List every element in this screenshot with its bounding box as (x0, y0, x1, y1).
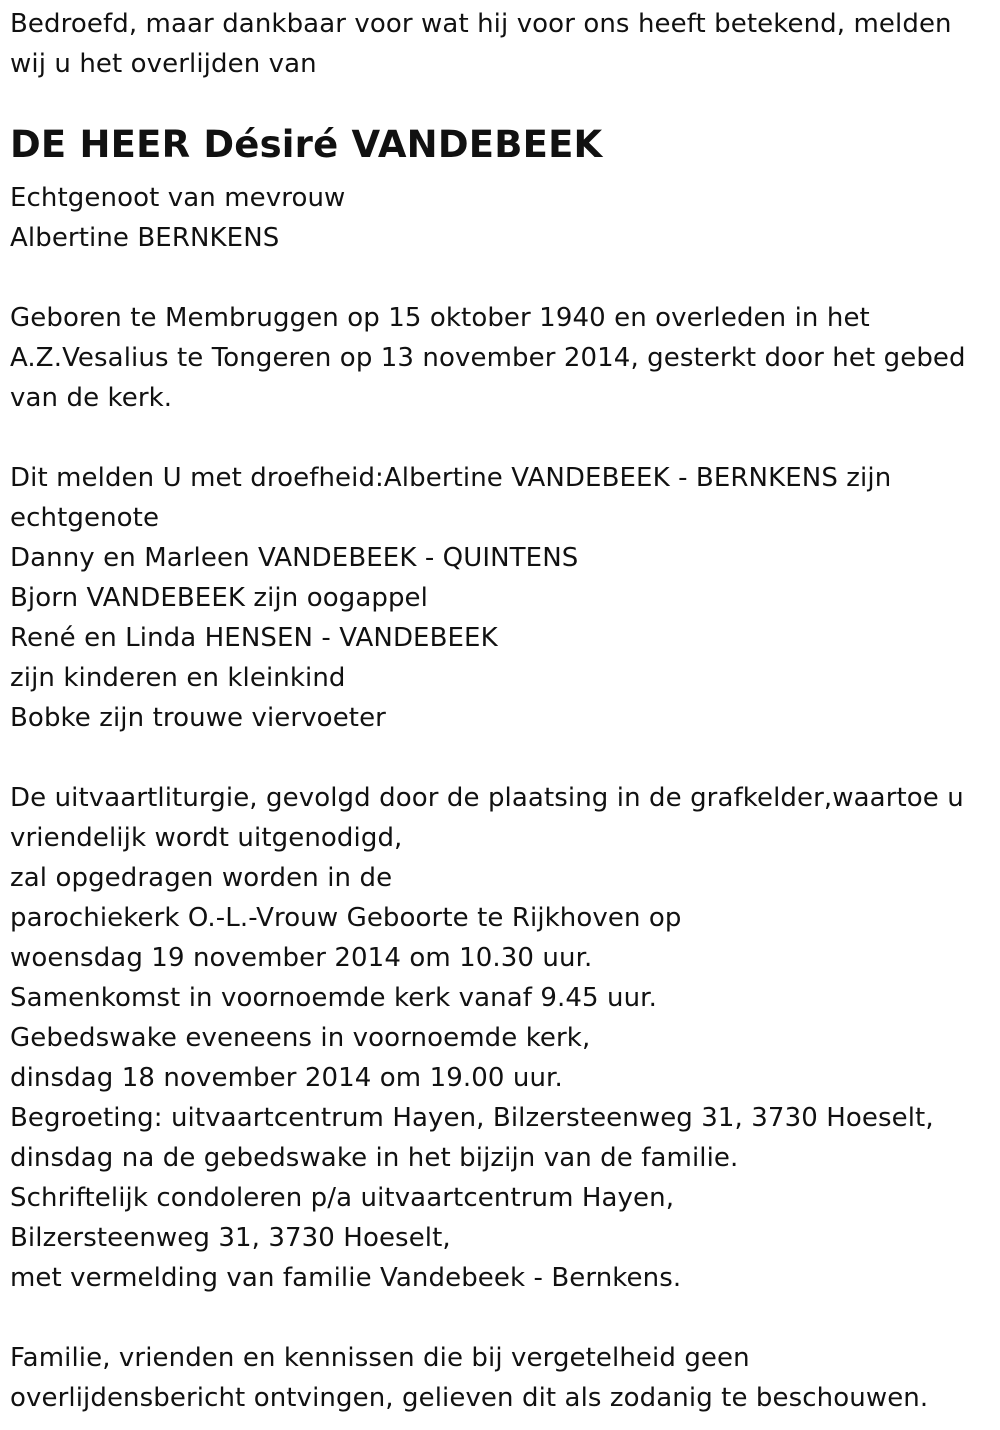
spacer (10, 738, 1000, 778)
funeral-line: vriendelijk wordt uitgenodigd, (10, 823, 403, 853)
family-line: Bjorn VANDEBEEK zijn oogappel (10, 583, 428, 613)
closing-line: overlijdensbericht ontvingen, gelieven dit als zodanig te beschouwen. (10, 1383, 929, 1413)
funeral-line: parochiekerk O.-L.-Vrouw Geboorte te Rijkhoven op (10, 903, 682, 933)
birth-death-paragraph (10, 298, 1000, 418)
funeral-paragraph (10, 778, 1000, 1298)
birth-death-line: A.Z.Vesalius te Tongeren op 13 november 2014, gesterkt door het gebed (10, 343, 966, 373)
spacer (10, 258, 1000, 298)
funeral-line: Schriftelijk condoleren p/a uitvaartcentrum Hayen, (10, 1183, 675, 1213)
family-line: echtgenote (10, 503, 160, 533)
birth-death-line: van de kerk. (10, 383, 173, 413)
intro-line: wij u het overlijden van (10, 49, 317, 79)
family-line: Danny en Marleen VANDEBEEK - QUINTENS (10, 543, 579, 573)
family-line: Bobke zijn trouwe viervoeter (10, 703, 386, 733)
funeral-line: Begroeting: uitvaartcentrum Hayen, Bilzersteenweg 31, 3730 Hoeselt, (10, 1103, 934, 1133)
closing-paragraph (10, 1338, 1000, 1418)
funeral-line: dinsdag 18 november 2014 om 19.00 uur. (10, 1063, 563, 1093)
funeral-line: woensdag 19 november 2014 om 10.30 uur. (10, 943, 593, 973)
funeral-line: dinsdag na de gebedswake in het bijzijn van de familie. (10, 1143, 739, 1173)
spacer (10, 84, 1000, 114)
spacer (10, 418, 1000, 458)
family-line: zijn kinderen en kleinkind (10, 663, 346, 693)
intro-paragraph (10, 4, 1000, 84)
funeral-line: Samenkomst in voornoemde kerk vanaf 9.45 uur. (10, 983, 657, 1013)
spouse-line: Echtgenoot van mevrouw (10, 183, 346, 213)
funeral-line: Bilzersteenweg 31, 3730 Hoeselt, (10, 1223, 451, 1253)
intro-line: Bedroefd, maar dankbaar voor wat hij voor ons heeft betekend, melden (10, 9, 952, 39)
funeral-line: met vermelding van familie Vandebeek - Bernkens. (10, 1263, 682, 1293)
birth-death-line: Geboren te Membruggen op 15 oktober 1940 en overleden in het (10, 303, 870, 333)
spacer (10, 1298, 1000, 1338)
family-line: René en Linda HENSEN - VANDEBEEK (10, 623, 498, 653)
family-paragraph (10, 458, 1000, 738)
spouse-line: Albertine BERNKENS (10, 223, 280, 253)
funeral-line: zal opgedragen worden in de (10, 863, 393, 893)
funeral-line: De uitvaartliturgie, gevolgd door de plaatsing in de grafkelder,waartoe u (10, 783, 964, 813)
closing-line: Familie, vrienden en kennissen die bij vergetelheid geen (10, 1343, 750, 1373)
deceased-name-heading: DE HEER Désiré VANDEBEEK (10, 123, 603, 166)
family-line: Dit melden U met droefheid:Albertine VANDEBEEK - BERNKENS zijn (10, 463, 892, 493)
spouse-paragraph (10, 178, 1000, 258)
funeral-line: Gebedswake eveneens in voornoemde kerk, (10, 1023, 591, 1053)
